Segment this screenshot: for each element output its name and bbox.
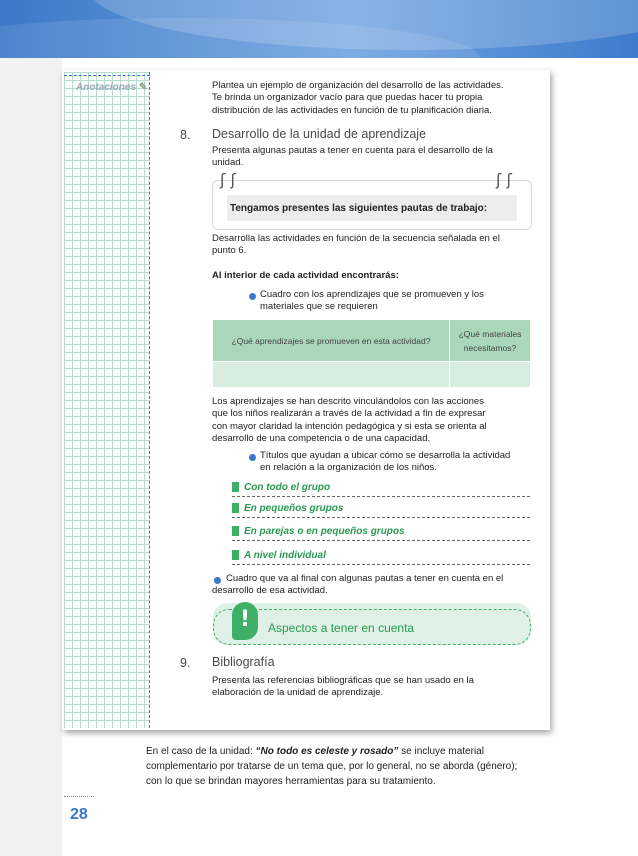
exclamation-icon: ! [232,602,258,640]
notes-label: Anotaciones ✎ [76,82,148,93]
section-9-number: 9. [180,656,191,670]
section-9-title: Bibliografía [212,655,275,669]
grid-divider [149,72,150,728]
grid-top-line [64,75,150,76]
green-flag-icon [232,550,239,560]
bullet-icon [249,454,256,461]
bullet-icon [249,293,256,300]
inside-label: Al interior de cada actividad encontrarás: [212,270,399,281]
bullet-3: Cuadro que va al final con algunas pautas a tener en cuenta en el [226,573,504,584]
section-8-desc: Presenta algunas pautas a tener en cuenta para el desarrollo de la unidad. [212,145,493,169]
page-number: 28 [70,806,88,823]
section-8-title: Desarrollo de la unidad de aprendizaje [212,127,427,141]
group-label-1: Con todo el grupo [244,482,331,493]
dashed-line [232,540,530,541]
bullet-icon [214,577,221,584]
left-margin-strip [0,58,62,856]
dashed-line [232,496,530,497]
notepad-text: Tengamos presentes las siguientes pautas de trabajo: [230,203,488,214]
table-cell-empty [450,362,531,388]
table-cell-empty [213,362,450,388]
bullet-1: Cuadro con los aprendizajes que se promueven y los materiales que se requieren [260,289,484,313]
table-header-learning: ¿Qué aprendizajes se promueven en esta actividad? [213,320,450,362]
page-number-rule [64,796,94,797]
aspects-label: Aspectos a tener en cuenta [268,621,415,635]
ring-icon: ʃ ʃ [496,170,512,189]
learning-table [212,319,531,388]
bullet-2: Títulos que ayudan a ubicar cómo se desarrolla la actividad en relación a la organización de los niños. [260,450,511,474]
green-flag-icon [232,503,239,513]
bullet-3-cont: desarrollo de esa actividad. [212,585,328,596]
ring-icon: ʃ ʃ [220,170,236,189]
table-header-materials: ¿Qué materiales necesitamos? [450,320,531,362]
dashed-line [232,564,530,565]
pencil-icon: ✎ [139,82,148,93]
intro-text: Plantea un ejemplo de organización del desarrollo de las actividades. Te brinda un organizador vacío para que puedas hacer tu propia distribución de las actividades en función de tu planificación diaria. [212,80,504,116]
section-8-number: 8. [180,128,191,142]
para-2: Los aprendizajes se han descrito vinculándolos con las acciones que los niños realizarán a través de la actividad a fin de expresar con mayor claridad la intención pedagógica y si esta se orienta al desarrollo de una competencia o de una capacidad. [212,396,487,445]
dashed-line [232,517,530,518]
notes-grid [64,72,150,728]
para-1: Desarrolla las actividades en función de la secuencia señalada en el punto 6. [212,233,500,257]
group-label-4: A nivel individual [244,550,326,561]
header-band [0,0,638,58]
group-label-3: En parejas o en pequeños grupos [244,526,405,537]
section-9-desc: Presenta las referencias bibliográficas que se han usado en la elaboración de la unidad de aprendizaje. [212,675,474,699]
green-flag-icon [232,482,239,492]
footer-paragraph: En el caso de la unidad: “No todo es celeste y rosado” se incluye material complementario por tratarse de un tema que, por lo general, no se aborda (género); con lo que se brindan mayores herramientas para su tratamiento. [146,746,518,787]
group-label-2: En pequeños grupos [244,503,344,514]
green-flag-icon [232,526,239,536]
